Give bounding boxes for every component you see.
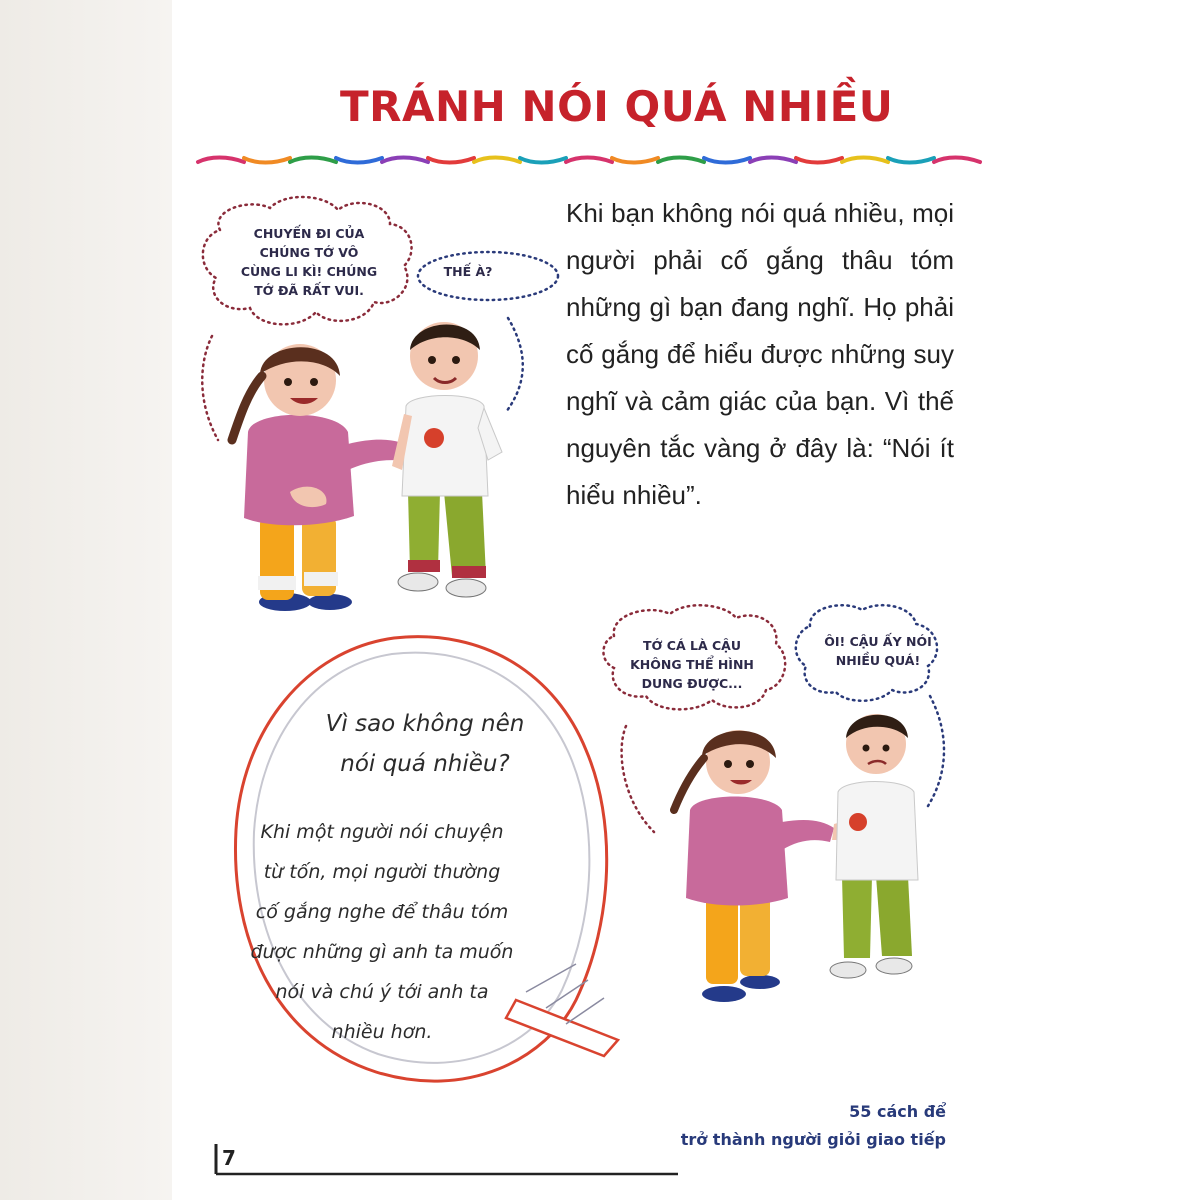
bubble-boy-bottom-text: ÔI! CẬU ẤY NÓI NHIỀU QUÁ! [824, 634, 932, 668]
bubble-girl-bottom-text: TỚ CÁ LÀ CẬU KHÔNG THỂ HÌNH DUNG ĐƯỢC... [630, 638, 754, 691]
stripe-segment [612, 158, 658, 163]
boy-figure-top [392, 322, 502, 597]
stripe-segment [796, 158, 842, 163]
book-title-footer: 55 cách để trở thành người giỏi giao tiếp [680, 1102, 946, 1149]
body-paragraph: Khi bạn không nói quá nhiều, mọi người phải cố gắng thâu tóm những gì bạn đang nghĩ. Họ phải cố gắng để hiểu được những suy nghĩ và cảm giác của bạn. Vì thế nguyên tắc vàng ở đây là: “Nói ít hiểu nhiều”. [566, 198, 954, 510]
bubble-girl-top-text: CHUYẾN ĐI CỦA CHÚNG TỚ VÔ CÙNG LI KÌ! CHÚNG TỚ ĐÃ RẤT VUI. [240, 226, 378, 298]
stripe-segment [888, 158, 934, 163]
footer-rule [212, 1140, 682, 1180]
qa-answer: Khi một người nói chuyện từ tốn, mọi người thường cố gắng nghe để thâu tóm được những gì anh ta muốn nói và chú ý tới anh ta nhiều hơn. [250, 821, 514, 1043]
stripe-segment [474, 158, 520, 163]
bubble-boy-top-text: THẾ À? [443, 264, 493, 279]
stripe-segment [704, 158, 750, 163]
stripe-segment [428, 158, 474, 163]
book-spine-shadow [0, 0, 172, 1200]
stripe-segment [520, 158, 566, 163]
stripe-segment [842, 158, 888, 163]
stripe-segment [244, 158, 290, 163]
boy-figure-bottom [830, 714, 918, 978]
multicolor-stripe-icon [198, 146, 944, 172]
page-number: 7 [222, 1146, 236, 1170]
girl-figure-bottom [674, 730, 857, 1002]
qa-question: Vì sao không nên nói quá nhiều? [325, 711, 525, 777]
stripe-segment [566, 158, 612, 163]
stripe-segment [336, 158, 382, 163]
page-title: TRÁNH NÓI QUÁ NHIỀU [340, 82, 894, 131]
stripe-segment [750, 158, 796, 163]
stripe-segment [198, 158, 244, 163]
stripe-segment [658, 158, 704, 163]
stripe-segment [290, 158, 336, 163]
stripe-segment [382, 158, 428, 163]
